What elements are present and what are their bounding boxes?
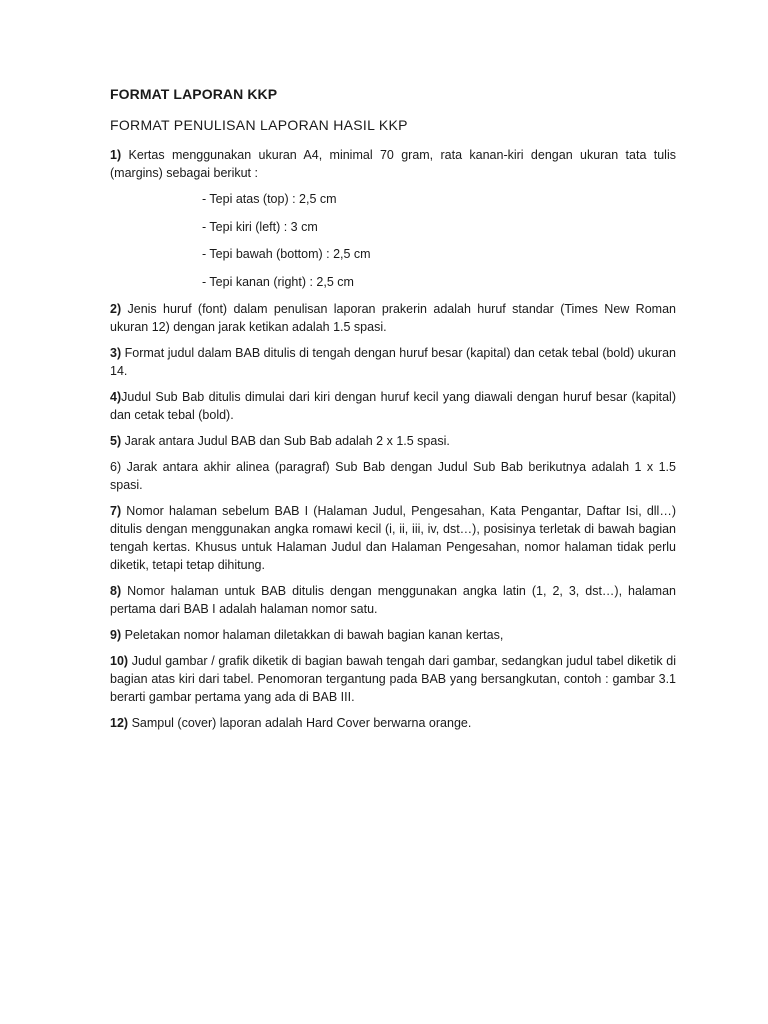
list-item-9: [110, 626, 676, 644]
list-item-3: [110, 344, 676, 380]
list-item-8: [110, 582, 676, 618]
item-text: Jarak antara Judul BAB dan Sub Bab adalah 2 x 1.5 spasi.: [124, 433, 450, 448]
item-text: Format judul dalam BAB ditulis di tengah dengan huruf besar (kapital) dan cetak tebal (bold) ukuran 14.: [110, 345, 676, 378]
item-number: 12): [110, 715, 129, 730]
item-number: 10): [110, 653, 129, 668]
item-text: Peletakan nomor halaman diletakkan di bawah bagian kanan kertas,: [124, 627, 504, 642]
item-text: Jarak antara akhir alinea (paragraf) Sub Bab dengan Judul Sub Bab berikutnya adalah 1 x 1.5 spasi.: [110, 459, 676, 492]
margins-list: [202, 190, 676, 291]
list-item-6: [110, 458, 676, 494]
item-number: 9): [110, 627, 122, 642]
item-text: Nomor halaman sebelum BAB I (Halaman Judul, Pengesahan, Kata Pengantar, Daftar Isi, dll…) ditulis dengan menggunakan angka romawi kecil (i, ii, iii, iv, dst…), posisinya terletak di bawah bagian tengah kertas. Khusus untuk Halaman Judul dan Halaman Pengesahan, nomor halaman tidak perlu diketik, tetapi tetap dihitung.: [110, 503, 676, 572]
list-item-4: [110, 388, 676, 424]
item-text: Kertas menggunakan ukuran A4, minimal 70 gram, rata kanan-kiri dengan ukuran tata tulis (margins) sebagai berikut :: [110, 148, 676, 180]
item-number: 3): [110, 345, 122, 360]
item-number: 2): [110, 301, 122, 316]
list-item-12: [110, 714, 676, 732]
document-subtitle: FORMAT PENULISAN LAPORAN HASIL KKP: [110, 117, 408, 133]
list-item-5: [110, 432, 676, 450]
item-number: 8): [110, 583, 122, 598]
item-number: 1): [110, 148, 122, 162]
item-number: 5): [110, 433, 122, 448]
list-item-2: [110, 300, 676, 336]
item-text: Nomor halaman untuk BAB ditulis dengan menggunakan angka latin (1, 2, 3, dst…), halaman pertama dari BAB I adalah halaman nomor satu.: [110, 583, 676, 616]
item-text: Judul gambar / grafik diketik di bagian bawah tengah dari gambar, sedangkan judul tabel diketik di bagian atas kiri dari tabel. Penomoran tergantung pada BAB yang bersangkutan, contoh : gambar 3.1 berarti gambar pertama yang ada di BAB III.: [110, 653, 676, 704]
item-text: Sampul (cover) laporan adalah Hard Cover berwarna orange.: [131, 715, 472, 730]
item-text: Jenis huruf (font) dalam penulisan laporan prakerin adalah huruf standar (Times New Roman ukuran 12) dengan jarak ketikan adalah 1.5 spasi.: [110, 301, 676, 334]
document-title: FORMAT LAPORAN KKP: [110, 86, 278, 102]
margin-right: - Tepi kanan (right) : 2,5 cm: [202, 274, 354, 289]
list-item-1: [110, 146, 676, 182]
item-number: 7): [110, 503, 122, 518]
margin-top: - Tepi atas (top) : 2,5 cm: [202, 192, 337, 206]
document-page: [110, 86, 676, 740]
list-item-10: [110, 652, 676, 706]
item-number: 4): [110, 389, 122, 404]
item-number: 6): [110, 459, 122, 474]
margin-left: - Tepi kiri (left) : 3 cm: [202, 219, 318, 234]
item-text: Judul Sub Bab ditulis dimulai dari kiri dengan huruf kecil yang diawali dengan huruf besar (kapital) dan cetak tebal (bold).: [110, 389, 676, 422]
list-item-7: [110, 502, 676, 574]
margin-bottom: - Tepi bawah (bottom) : 2,5 cm: [202, 247, 371, 261]
